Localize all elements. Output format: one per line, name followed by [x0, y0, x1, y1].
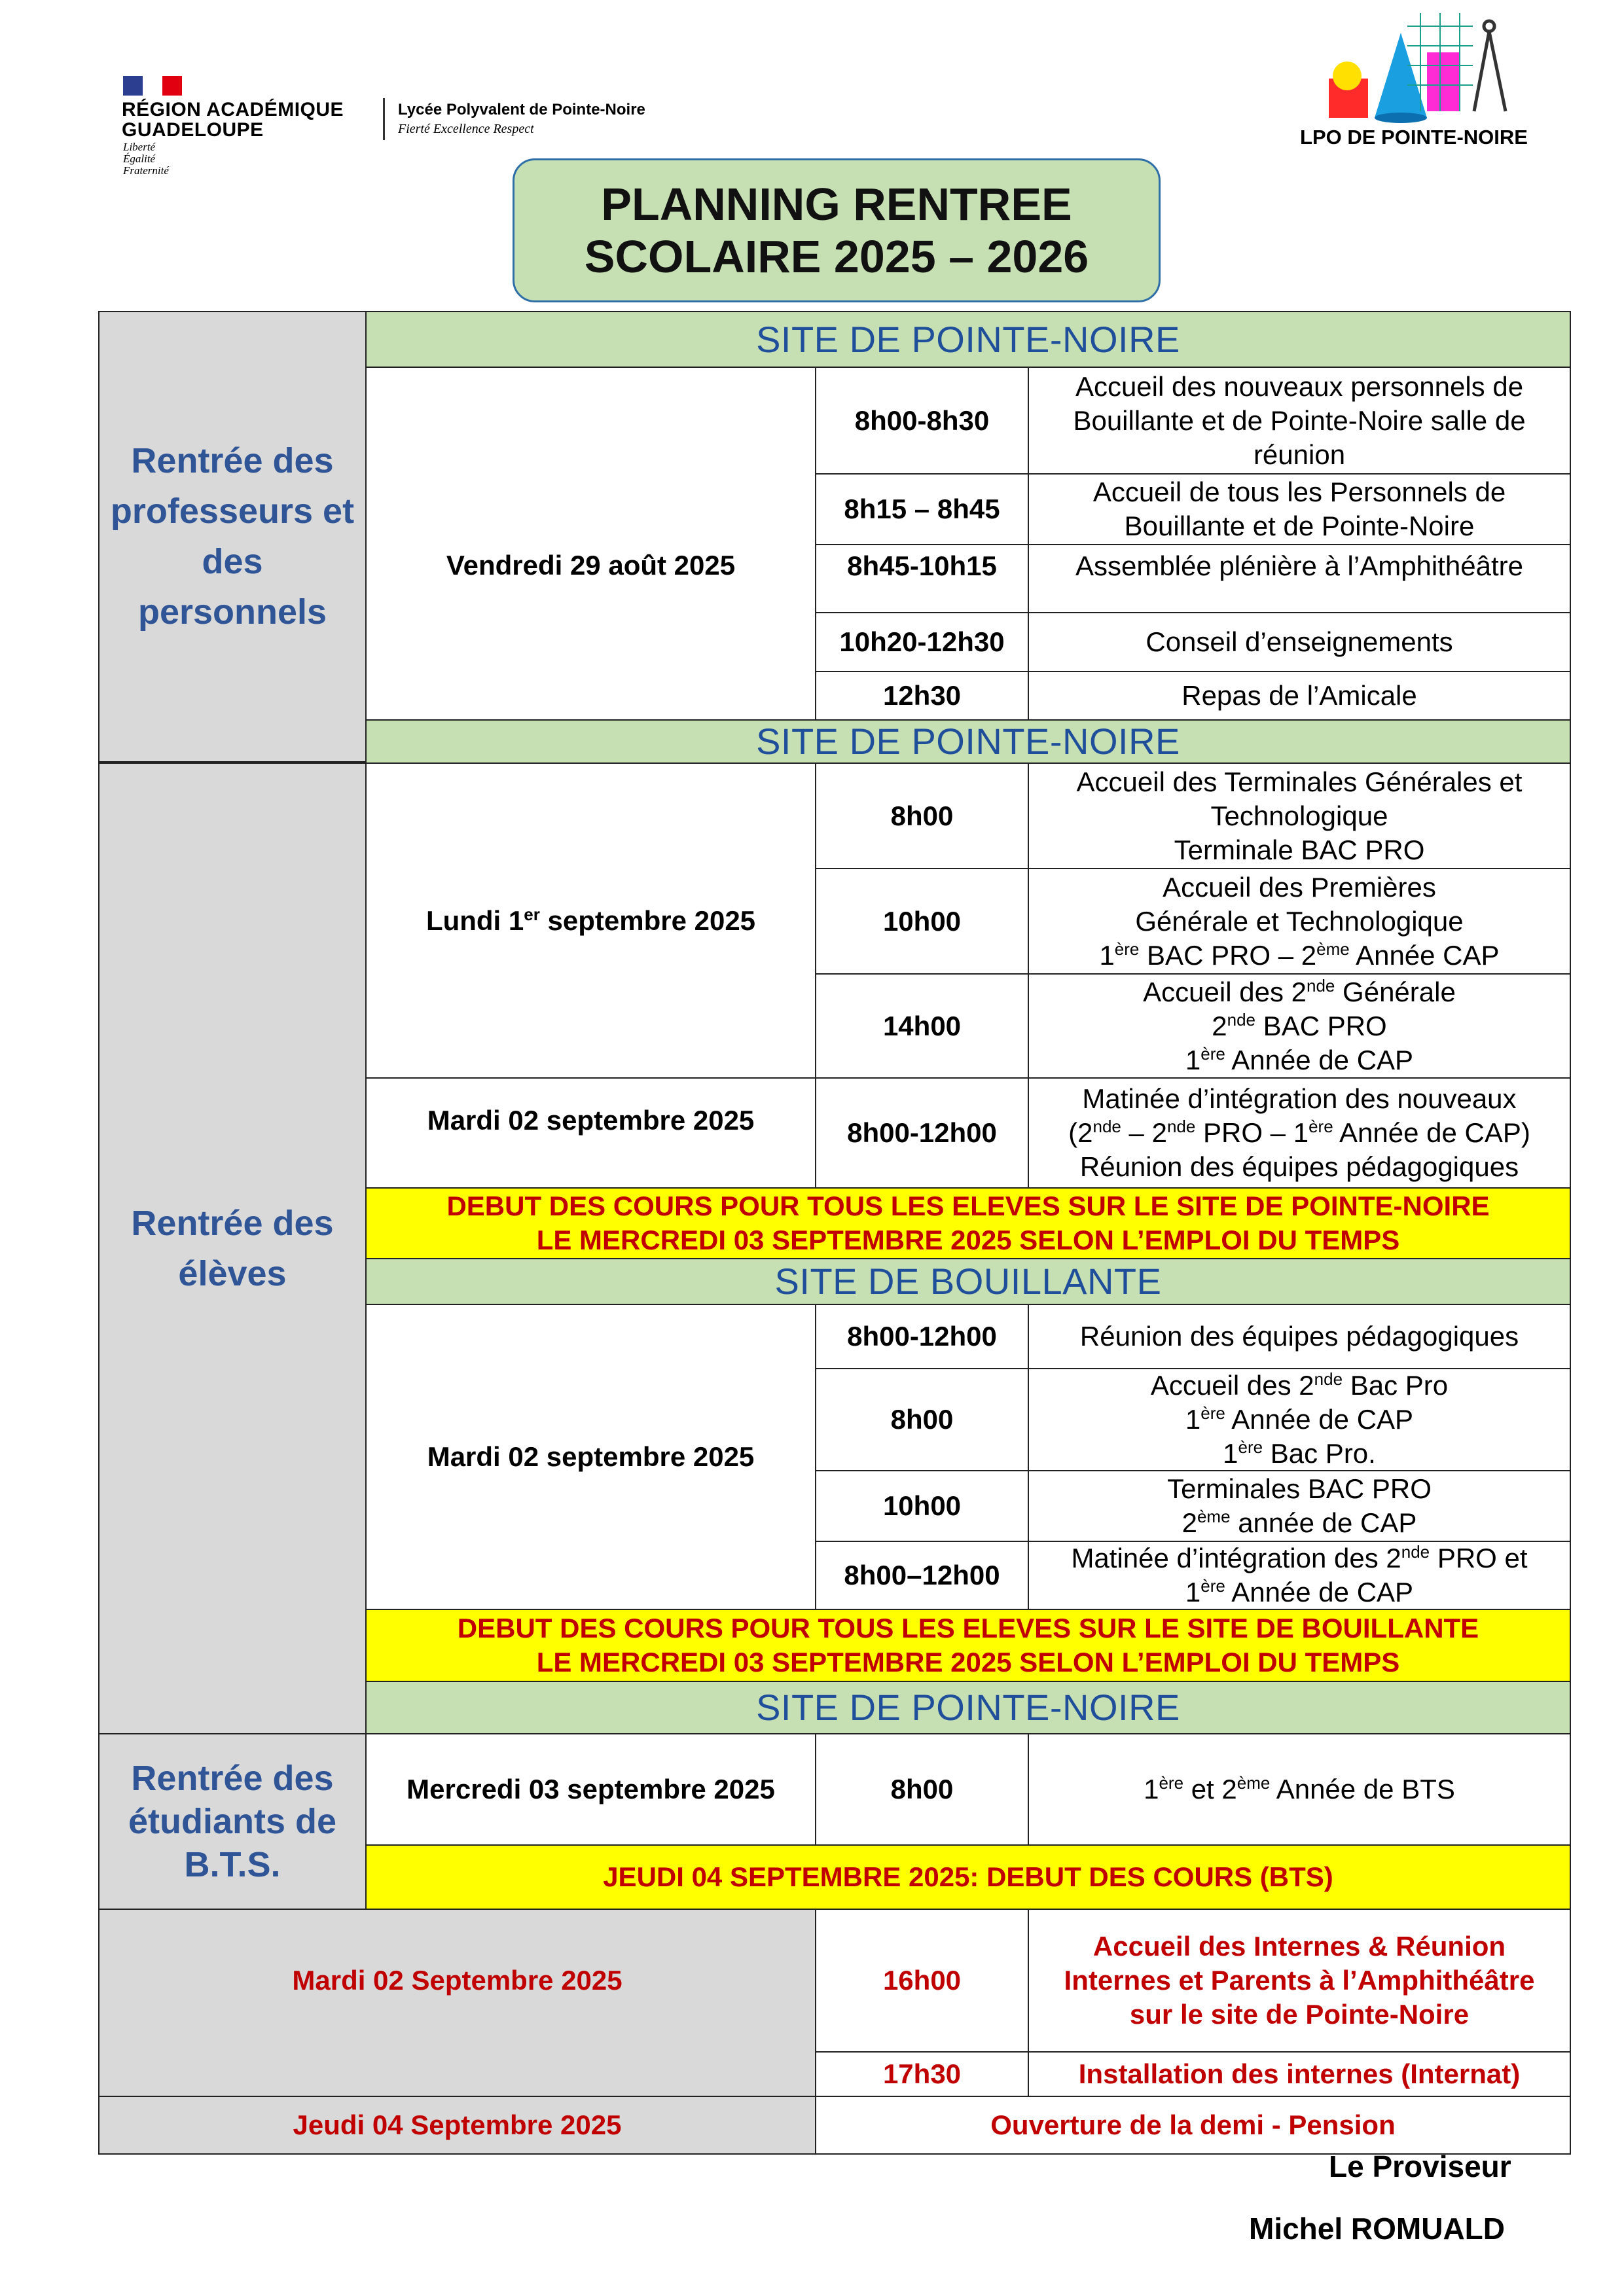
site-header-pointe-noire: SITE DE POINTE-NOIRE: [365, 719, 1571, 764]
time-cell: 8h15 – 8h45: [815, 473, 1029, 545]
activity-cell: Installation des internes (Internat): [1028, 2051, 1571, 2097]
activity-cell: Matinée d’intégration des nouveaux (2nde – 2nde PRO – 1ère Année de CAP) Réunion des équipes pédagogiques: [1028, 1077, 1571, 1189]
marianne-flag-logo: [123, 76, 182, 96]
site-header-pointe-noire: SITE DE POINTE-NOIRE: [365, 1681, 1571, 1734]
activity-cell: Accueil des Premières Générale et Technologique 1ère BAC PRO – 2ème Année CAP: [1028, 868, 1571, 975]
time-cell: 10h00: [815, 1470, 1029, 1542]
activity-cell: Accueil des nouveaux personnels de Bouillante et de Pointe-Noire salle de réunion: [1028, 367, 1571, 475]
date-cell: Mardi 02 septembre 2025: [365, 1304, 816, 1610]
logo-separator: [383, 98, 385, 140]
activity-cell: Matinée d’intégration des 2nde PRO et 1ère Année de CAP: [1028, 1541, 1571, 1610]
alert-debut-cours-bouillante: DEBUT DES COURS POUR TOUS LES ELEVES SUR LE SITE DE BOUILLANTE LE MERCREDI 03 SEPTEMBRE 2025 SELON L’EMPLOI DU TEMPS: [365, 1609, 1571, 1682]
grey-filler: [98, 2051, 816, 2097]
page-title: PLANNING RENTREE SCOLAIRE 2025 – 2026: [513, 158, 1161, 302]
activity-cell: Terminales BAC PRO 2ème année de CAP: [1028, 1470, 1571, 1542]
date-cell: Vendredi 29 août 2025: [365, 367, 816, 764]
activity-cell: Accueil des Terminales Générales et Technologique Terminale BAC PRO: [1028, 762, 1571, 869]
category-personnels: Rentrée des professeurs et des personnels: [98, 311, 367, 762]
date-cell: Mardi 02 Septembre 2025: [98, 1909, 816, 2053]
date-cell: Mercredi 03 septembre 2025: [365, 1733, 816, 1846]
activity-cell: 1ère et 2ème Année de BTS: [1028, 1733, 1571, 1846]
activity-cell: Repas de l’Amicale: [1028, 671, 1571, 721]
activity-cell: Accueil des Internes & Réunion Internes et Parents à l’Amphithéâtre sur le site de Pointe-Noire: [1028, 1909, 1571, 2053]
time-cell: 17h30: [815, 2051, 1029, 2097]
lycee-name: Lycée Polyvalent de Pointe-Noire: [398, 101, 645, 118]
lycee-motto: Fierté Excellence Respect: [398, 122, 534, 136]
activity-cell: Ouverture de la demi - Pension: [815, 2096, 1571, 2155]
activity-cell: Conseil d’enseignements: [1028, 612, 1571, 672]
time-cell: 8h00–12h00: [815, 1541, 1029, 1610]
site-header-pointe-noire: SITE DE POINTE-NOIRE: [365, 311, 1571, 368]
activity-cell: Accueil des 2nde Générale 2nde BAC PRO 1ère Année de CAP: [1028, 973, 1571, 1079]
category-bts: Rentrée des étudiants de B.T.S.: [98, 1733, 367, 1910]
alert-debut-cours-bts: JEUDI 04 SEPTEMBRE 2025: DEBUT DES COURS (BTS): [365, 1844, 1571, 1910]
lpo-geometry-logo-icon: [1329, 13, 1512, 124]
time-cell: 8h00-12h00: [815, 1304, 1029, 1369]
activity-cell: Assemblée plénière à l’Amphithéâtre: [1028, 544, 1571, 613]
signature-name: Michel ROMUALD: [1249, 2212, 1505, 2246]
signature-role: Le Proviseur: [1329, 2149, 1511, 2183]
alert-debut-cours-pointe-noire: DEBUT DES COURS POUR TOUS LES ELEVES SUR LE SITE DE POINTE-NOIRE LE MERCREDI 03 SEPTEMBRE 2025 SELON L’EMPLOI DU TEMPS: [365, 1187, 1571, 1259]
date-cell: Lundi 1er septembre 2025: [365, 762, 816, 1079]
time-cell: 10h20-12h30: [815, 612, 1029, 672]
time-cell: 12h30: [815, 671, 1029, 721]
site-header-bouillante: SITE DE BOUILLANTE: [365, 1258, 1571, 1305]
republic-motto: Liberté Égalité Fraternité: [123, 141, 169, 177]
time-cell: 8h00: [815, 1733, 1029, 1846]
date-cell: Mardi 02 septembre 2025: [365, 1077, 816, 1189]
time-cell: 10h00: [815, 868, 1029, 975]
time-cell: 8h00-8h30: [815, 367, 1029, 475]
date-cell: Jeudi 04 Septembre 2025: [98, 2096, 816, 2155]
activity-cell: Accueil des 2nde Bac Pro 1ère Année de CAP 1ère Bac Pro.: [1028, 1368, 1571, 1471]
activity-cell: Réunion des équipes pédagogiques: [1028, 1304, 1571, 1369]
time-cell: 8h00: [815, 1368, 1029, 1471]
time-cell: 8h00-12h00: [815, 1077, 1029, 1189]
time-cell: 14h00: [815, 973, 1029, 1079]
region-academique-logo: RÉGION ACADÉMIQUE GUADELOUPE: [122, 99, 344, 141]
time-cell: 8h00: [815, 762, 1029, 869]
lpo-label: LPO DE POINTE-NOIRE: [1300, 126, 1528, 149]
activity-cell: Accueil de tous les Personnels de Bouillante et de Pointe-Noire: [1028, 473, 1571, 545]
category-eleves: Rentrée des élèves: [98, 762, 367, 1734]
time-cell: 8h45-10h15: [815, 544, 1029, 613]
time-cell: 16h00: [815, 1909, 1029, 2053]
